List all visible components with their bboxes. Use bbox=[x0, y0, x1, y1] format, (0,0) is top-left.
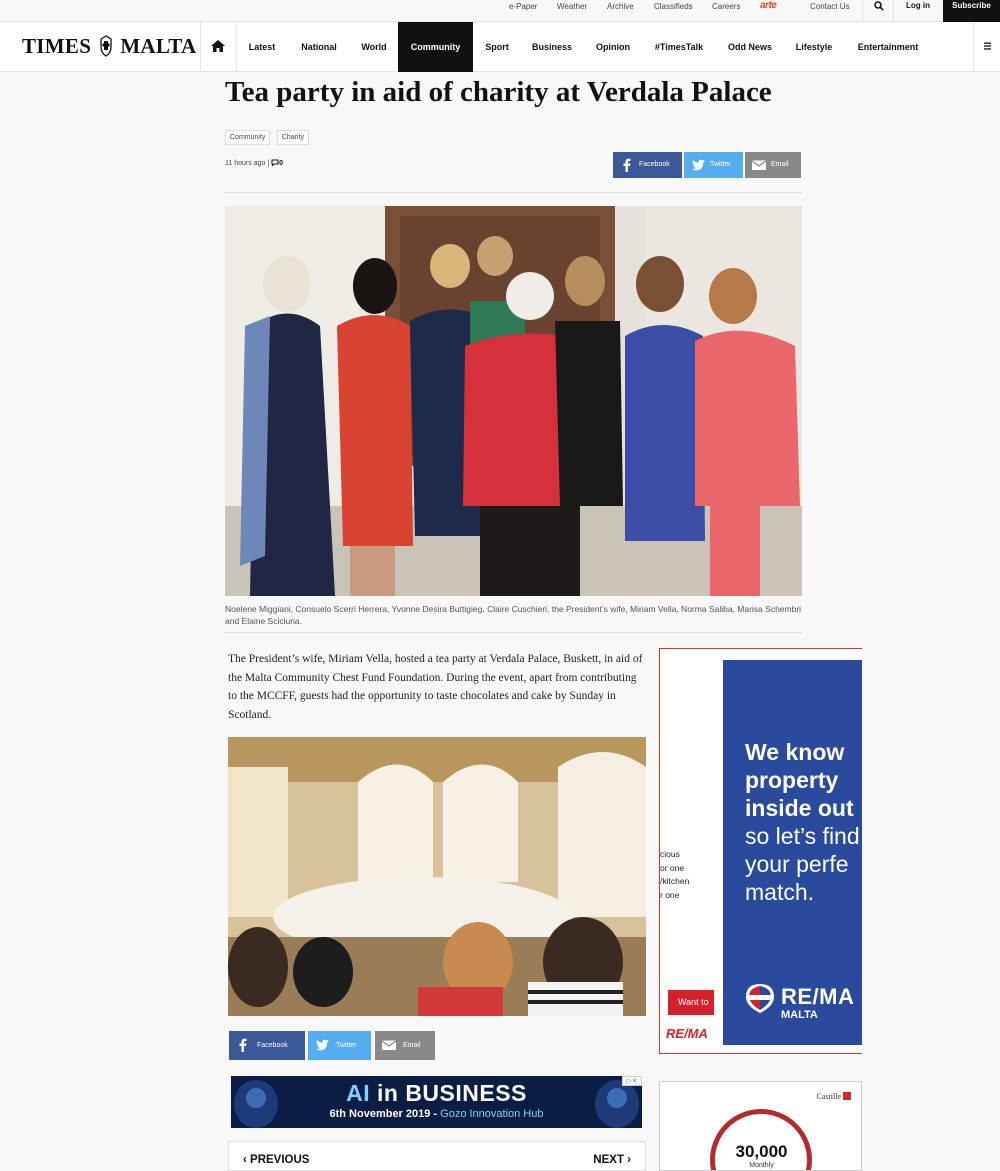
chevron-left-icon: ‹ bbox=[243, 1154, 251, 1166]
nav-item-odd-news[interactable]: Odd News bbox=[727, 42, 772, 52]
twitter-icon bbox=[690, 157, 706, 173]
remax-brand: RE/MA bbox=[781, 984, 855, 1009]
logo-text-right: MALTA bbox=[120, 34, 197, 58]
nav-divider bbox=[973, 22, 974, 72]
remax-sidebar-ad[interactable] bbox=[659, 648, 862, 1054]
remax-balloon-icon bbox=[745, 982, 775, 1016]
share-facebook-label: Facebook bbox=[257, 1042, 288, 1049]
archive-link[interactable]: Archive bbox=[607, 2, 634, 11]
home-icon[interactable] bbox=[210, 39, 226, 53]
hero-photo bbox=[225, 206, 802, 596]
previous-article-link[interactable]: ‹ PREVIOUS bbox=[243, 1154, 310, 1166]
crest-icon bbox=[98, 35, 114, 57]
share-email-label: Email bbox=[403, 1042, 421, 1049]
tag-charity[interactable]: Charity bbox=[277, 130, 309, 145]
comments-link[interactable] bbox=[271, 160, 283, 167]
meta-separator: | bbox=[267, 160, 272, 167]
group-photo-illustration bbox=[225, 206, 802, 596]
hero-caption: Noelene Miggiani, Consuelo Scerri Herrera, Yvonne Desira Buttigieg, Claire Cuschieri, the President’s wife, Miriam Vella, Norma Saliba, Marisa Schembri and Elaine Scicluna. bbox=[225, 604, 802, 626]
careers-link[interactable]: Careers bbox=[712, 2, 741, 11]
epaper-link[interactable]: e-Paper bbox=[509, 2, 538, 11]
arte-logo-link[interactable]: arte bbox=[760, 0, 777, 11]
comment-count: 0 bbox=[279, 160, 283, 167]
remax-small-logo: RE/MA bbox=[666, 1026, 708, 1041]
remax-headline-light: so let’s find your perfe match. bbox=[745, 823, 860, 905]
chevron-right-icon: › bbox=[623, 1154, 631, 1166]
nav-item-business[interactable]: Business bbox=[531, 42, 573, 52]
share-facebook-label: Facebook bbox=[639, 161, 670, 168]
share-facebook-button[interactable] bbox=[613, 152, 682, 178]
publish-time: 11 hours ago bbox=[225, 160, 266, 167]
share-twitter-label: Twitter bbox=[336, 1042, 357, 1049]
subscribe-button[interactable]: Subscribe bbox=[943, 0, 1000, 22]
contact-us-link[interactable]: Contact Us bbox=[810, 2, 850, 11]
remax-headline-bold: We know property inside out bbox=[745, 739, 854, 821]
article-body: The President’s wife, Miriam Vella, hosted a tea party at Verdala Palace, Buskett, in aid of the Malta Community Chest Fund Foundation. During the event, apart from contributing to the MCCFF, guests had the opportunity to taste chocolates and cake by Sunday in Scotland. bbox=[228, 653, 643, 721]
castille-sidebar-ad[interactable] bbox=[659, 1081, 862, 1171]
main-navigation bbox=[0, 22, 1000, 72]
ad-headline: AI in BUSINESS bbox=[346, 1080, 527, 1106]
nav-item-lifestyle[interactable]: Lifestyle bbox=[795, 42, 833, 52]
divider bbox=[225, 632, 802, 633]
share-twitter-button[interactable] bbox=[684, 152, 743, 178]
next-article-link[interactable]: NEXT › bbox=[593, 1154, 631, 1166]
hamburger-menu-icon[interactable] bbox=[983, 41, 993, 51]
nav-divider bbox=[236, 22, 237, 72]
facebook-icon bbox=[235, 1037, 251, 1053]
nav-item-national[interactable]: National bbox=[301, 42, 337, 52]
tea-party-illustration bbox=[228, 737, 646, 1016]
nav-item-world[interactable]: World bbox=[361, 42, 387, 52]
envelope-icon bbox=[381, 1037, 397, 1053]
comment-icon bbox=[271, 159, 279, 166]
want-to-button[interactable]: Want to bbox=[668, 990, 714, 1015]
search-button[interactable] bbox=[862, 0, 894, 22]
nav-item-timestalk[interactable]: #TimesTalk bbox=[654, 42, 704, 52]
site-logo[interactable] bbox=[22, 34, 197, 59]
share-facebook-button[interactable] bbox=[229, 1031, 305, 1060]
facebook-icon bbox=[619, 157, 635, 173]
nav-divider bbox=[200, 22, 201, 72]
utility-bar bbox=[0, 0, 1000, 22]
nav-item-latest[interactable]: Latest bbox=[248, 42, 276, 52]
castille-small-text: Monthly bbox=[749, 1162, 774, 1169]
login-link[interactable]: Log in bbox=[906, 1, 930, 10]
article-meta bbox=[225, 159, 283, 167]
ad-fragment-text: cious or one /kitchen r one bbox=[660, 849, 690, 900]
share-email-label: Email bbox=[771, 161, 789, 168]
share-twitter-button[interactable] bbox=[308, 1031, 371, 1060]
article-tags bbox=[225, 126, 311, 145]
tea-party-photo bbox=[228, 737, 646, 1016]
nav-item-community[interactable]: Community bbox=[398, 22, 473, 72]
nav-item-sport[interactable]: Sport bbox=[485, 42, 509, 52]
ad-choices-close-icon[interactable]: ▷✕ bbox=[622, 1076, 642, 1086]
castille-big-number: 30,000 bbox=[735, 1142, 788, 1161]
weather-link[interactable]: Weather bbox=[557, 2, 588, 11]
nav-item-opinion[interactable]: Opinion bbox=[596, 42, 630, 52]
share-email-button[interactable] bbox=[745, 152, 801, 178]
envelope-icon bbox=[751, 157, 767, 173]
remax-brand-sub: MALTA bbox=[781, 1009, 818, 1021]
ai-in-business-ad[interactable] bbox=[231, 1076, 642, 1128]
tag-community[interactable]: Community bbox=[225, 130, 270, 145]
share-email-button[interactable] bbox=[375, 1031, 435, 1060]
ad-subline: 6th November 2019 - Gozo Innovation Hub bbox=[329, 1108, 544, 1120]
logo-text-left: TIMES bbox=[22, 34, 92, 58]
search-icon bbox=[874, 1, 884, 11]
twitter-icon bbox=[314, 1037, 330, 1053]
divider bbox=[225, 192, 802, 193]
remax-blue-panel bbox=[723, 660, 862, 1045]
castille-logo: Castille bbox=[817, 1092, 851, 1101]
classifieds-link[interactable]: Classifieds bbox=[654, 2, 693, 11]
nav-item-entertainment[interactable]: Entertainment bbox=[857, 42, 919, 52]
share-twitter-label: Twitter bbox=[710, 161, 731, 168]
article-title: Tea party in aid of charity at Verdala Palace bbox=[225, 76, 772, 108]
